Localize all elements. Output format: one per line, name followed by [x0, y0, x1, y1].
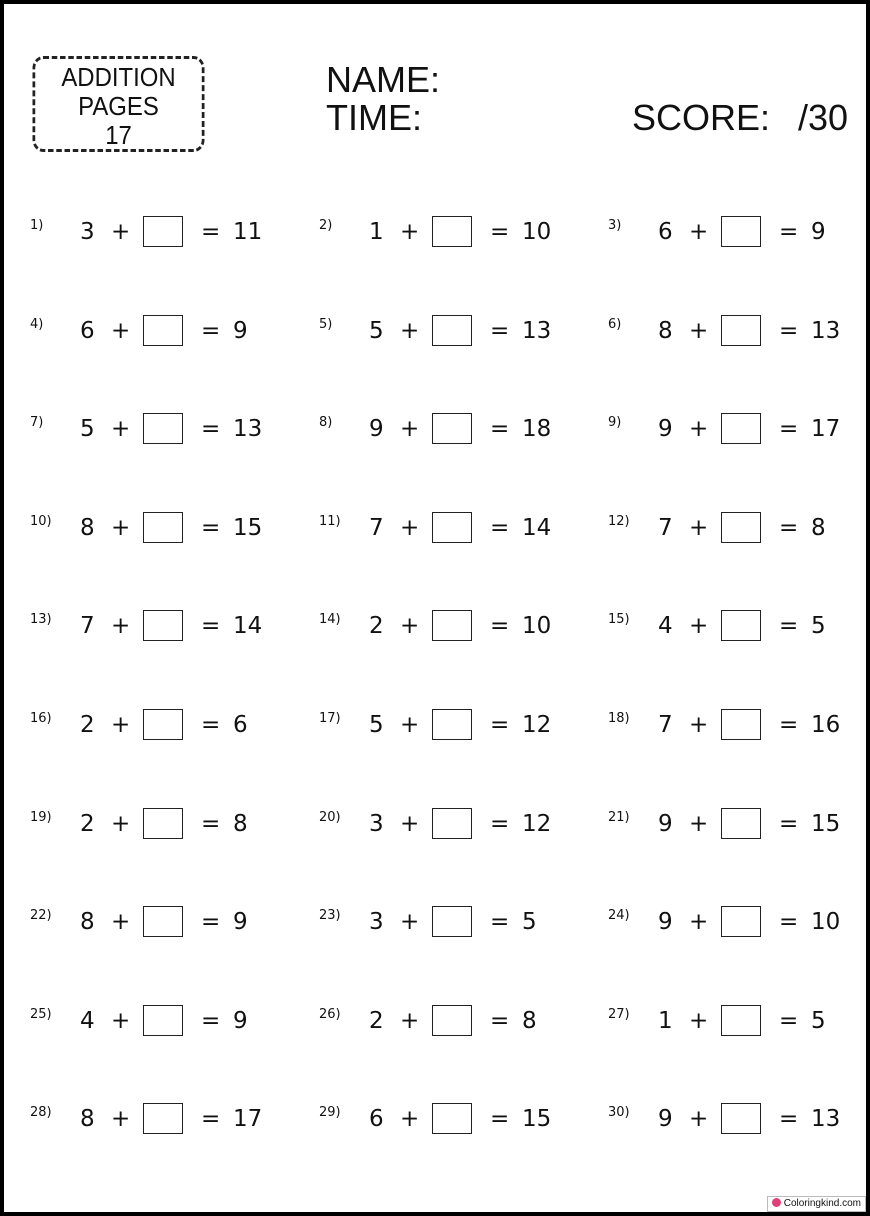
plus-sign: +	[689, 416, 709, 443]
equals-sign: =	[779, 416, 799, 443]
addend: 3	[369, 810, 384, 837]
addend: 8	[658, 317, 673, 344]
watermark-text: Coloringkind.com	[783, 1198, 861, 1209]
answer-box[interactable]	[432, 906, 472, 937]
addend: 9	[658, 1106, 673, 1133]
equals-sign: =	[201, 317, 221, 344]
title-line: 17	[105, 120, 132, 150]
addend: 1	[369, 219, 384, 245]
problem-number: 18)	[608, 711, 630, 726]
addend: 2	[369, 613, 384, 640]
equals-sign: =	[490, 416, 510, 443]
sum: 8	[233, 810, 248, 837]
answer-box[interactable]	[721, 906, 761, 937]
addend: 5	[80, 416, 95, 443]
equals-sign: =	[201, 219, 221, 245]
problem-number: 20)	[319, 809, 341, 825]
addend: 7	[80, 613, 95, 640]
equals-sign: =	[779, 613, 799, 640]
problem-number: 9)	[608, 415, 622, 431]
score-total: /30	[798, 97, 849, 138]
answer-box[interactable]	[432, 709, 472, 740]
plus-sign: +	[111, 317, 131, 344]
problem-number: 23)	[319, 908, 341, 924]
plus-sign: +	[400, 909, 420, 936]
problem-number: 10)	[30, 513, 52, 529]
answer-box[interactable]	[143, 315, 183, 346]
addend: 7	[658, 712, 673, 738]
plus-sign: +	[400, 1106, 420, 1133]
addend: 6	[658, 219, 673, 245]
addend: 1	[658, 1007, 673, 1034]
equals-sign: =	[779, 514, 799, 541]
sum: 15	[811, 810, 841, 837]
sum: 9	[233, 909, 248, 936]
answer-box[interactable]	[432, 808, 472, 839]
answer-box[interactable]	[721, 315, 761, 346]
sum: 5	[811, 1007, 826, 1034]
equals-sign: =	[490, 810, 510, 837]
equals-sign: =	[779, 810, 799, 837]
answer-box[interactable]	[721, 512, 761, 543]
addend: 6	[80, 317, 95, 344]
answer-box[interactable]	[143, 1005, 183, 1036]
problem-number: 19)	[30, 809, 52, 825]
problem-number: 16)	[30, 711, 52, 726]
equals-sign: =	[490, 712, 510, 738]
equals-sign: =	[779, 219, 799, 245]
plus-sign: +	[689, 317, 709, 344]
plus-sign: +	[111, 514, 131, 541]
problem-number: 1)	[30, 218, 44, 233]
problem-number: 25)	[30, 1006, 52, 1022]
worksheet-title-box	[32, 56, 204, 152]
plus-sign: +	[400, 810, 420, 837]
sum: 13	[233, 416, 263, 443]
addend: 4	[80, 1007, 95, 1034]
sum: 12	[522, 810, 552, 837]
sum: 11	[233, 219, 263, 245]
addend: 2	[80, 810, 95, 837]
answer-box[interactable]	[432, 413, 472, 444]
plus-sign: +	[111, 219, 131, 245]
answer-box[interactable]	[721, 1103, 761, 1134]
problem-number: 29)	[319, 1105, 341, 1121]
answer-box[interactable]	[143, 216, 183, 247]
answer-box[interactable]	[721, 1005, 761, 1036]
answer-box[interactable]	[432, 610, 472, 641]
sum: 9	[233, 317, 248, 344]
sum: 14	[233, 613, 263, 640]
plus-sign: +	[400, 219, 420, 245]
equals-sign: =	[490, 613, 510, 640]
addend: 4	[658, 613, 673, 640]
plus-sign: +	[111, 909, 131, 936]
problem-number: 26)	[319, 1006, 341, 1022]
answer-box[interactable]	[143, 906, 183, 937]
equals-sign: =	[201, 1106, 221, 1133]
equals-sign: =	[490, 1106, 510, 1133]
sum: 8	[811, 514, 826, 541]
name-label: NAME:	[326, 59, 441, 100]
plus-sign: +	[111, 1106, 131, 1133]
sum: 9	[811, 219, 826, 245]
plus-sign: +	[111, 416, 131, 443]
equals-sign: =	[779, 1106, 799, 1133]
answer-box[interactable]	[721, 610, 761, 641]
answer-box[interactable]	[143, 1103, 183, 1134]
plus-sign: +	[689, 712, 709, 738]
addend: 3	[80, 219, 95, 245]
equals-sign: =	[779, 1007, 799, 1034]
problem-number: 17)	[319, 711, 341, 726]
equals-sign: =	[201, 1007, 221, 1034]
answer-box[interactable]	[721, 413, 761, 444]
addend: 2	[369, 1007, 384, 1034]
sum: 15	[522, 1106, 552, 1133]
plus-sign: +	[111, 712, 131, 738]
watermark-logo	[767, 1196, 866, 1212]
addend: 2	[80, 712, 95, 738]
answer-box[interactable]	[432, 512, 472, 543]
score-label: SCORE:	[632, 97, 771, 138]
plus-sign: +	[400, 613, 420, 640]
addend: 9	[658, 416, 673, 443]
equals-sign: =	[201, 712, 221, 738]
title-line: PAGES	[78, 91, 159, 121]
plus-sign: +	[111, 613, 131, 640]
equals-sign: =	[201, 514, 221, 541]
sum: 10	[522, 613, 552, 640]
logo-icon	[772, 1198, 781, 1207]
problem-number: 7)	[30, 415, 44, 431]
answer-box[interactable]	[143, 512, 183, 543]
plus-sign: +	[689, 909, 709, 936]
addend: 8	[80, 514, 95, 541]
addend: 6	[369, 1106, 384, 1133]
plus-sign: +	[111, 810, 131, 837]
equals-sign: =	[201, 810, 221, 837]
plus-sign: +	[111, 1007, 131, 1034]
sum: 16	[811, 712, 841, 738]
problem-number: 5)	[319, 316, 333, 332]
answer-box[interactable]	[143, 808, 183, 839]
sum: 12	[522, 712, 552, 738]
problem-number: 8)	[319, 415, 333, 431]
equals-sign: =	[779, 317, 799, 344]
sum: 8	[522, 1007, 537, 1034]
equals-sign: =	[490, 219, 510, 245]
addend: 3	[369, 909, 384, 936]
problem-number: 14)	[319, 612, 341, 628]
plus-sign: +	[400, 1007, 420, 1034]
equals-sign: =	[490, 514, 510, 541]
equals-sign: =	[779, 712, 799, 738]
plus-sign: +	[689, 1007, 709, 1034]
problem-number: 30)	[608, 1105, 630, 1121]
equals-sign: =	[779, 909, 799, 936]
plus-sign: +	[689, 219, 709, 245]
equals-sign: =	[201, 909, 221, 936]
problem-number: 27)	[608, 1006, 630, 1022]
problem-number: 12)	[608, 513, 630, 529]
plus-sign: +	[400, 416, 420, 443]
problem-number: 15)	[608, 612, 630, 628]
plus-sign: +	[689, 810, 709, 837]
addend: 8	[80, 1106, 95, 1133]
sum: 5	[522, 909, 537, 936]
addend: 7	[658, 514, 673, 541]
plus-sign: +	[689, 1106, 709, 1133]
equals-sign: =	[490, 317, 510, 344]
sum: 15	[233, 514, 263, 541]
sum: 13	[522, 317, 552, 344]
plus-sign: +	[400, 514, 420, 541]
addend: 5	[369, 317, 384, 344]
answer-box[interactable]	[143, 610, 183, 641]
problem-number: 11)	[319, 513, 341, 529]
plus-sign: +	[689, 514, 709, 541]
sum: 6	[233, 712, 248, 738]
addend: 9	[658, 810, 673, 837]
sum: 10	[811, 909, 841, 936]
plus-sign: +	[689, 613, 709, 640]
sum: 9	[233, 1007, 248, 1034]
answer-box[interactable]	[143, 413, 183, 444]
sum: 18	[522, 416, 552, 443]
title-line: ADDITION	[61, 62, 176, 92]
answer-box[interactable]	[721, 216, 761, 247]
plus-sign: +	[400, 317, 420, 344]
problem-number: 4)	[30, 316, 44, 332]
answer-box[interactable]	[432, 216, 472, 247]
problem-number: 2)	[319, 218, 333, 233]
problem-number: 6)	[608, 316, 622, 332]
sum: 10	[522, 219, 552, 245]
sum: 13	[811, 317, 841, 344]
time-label: TIME:	[326, 97, 422, 138]
equals-sign: =	[201, 613, 221, 640]
answer-box[interactable]	[432, 315, 472, 346]
sum: 5	[811, 613, 826, 640]
equals-sign: =	[490, 909, 510, 936]
sum: 14	[522, 514, 552, 541]
equals-sign: =	[490, 1007, 510, 1034]
addend: 5	[369, 712, 384, 738]
problem-number: 22)	[30, 908, 52, 924]
equals-sign: =	[201, 416, 221, 443]
sum: 17	[811, 416, 841, 443]
answer-box[interactable]	[143, 709, 183, 740]
answer-box[interactable]	[721, 808, 761, 839]
sum: 13	[811, 1106, 841, 1133]
addend: 9	[369, 416, 384, 443]
addend: 8	[80, 909, 95, 936]
addend: 7	[369, 514, 384, 541]
problem-number: 3)	[608, 218, 622, 233]
answer-box[interactable]	[432, 1103, 472, 1134]
answer-box[interactable]	[432, 1005, 472, 1036]
problem-number: 21)	[608, 809, 630, 825]
sum: 17	[233, 1106, 263, 1133]
plus-sign: +	[400, 712, 420, 738]
problem-number: 28)	[30, 1105, 52, 1121]
problem-number: 13)	[30, 612, 52, 628]
problem-number: 24)	[608, 908, 630, 924]
answer-box[interactable]	[721, 709, 761, 740]
addend: 9	[658, 909, 673, 936]
